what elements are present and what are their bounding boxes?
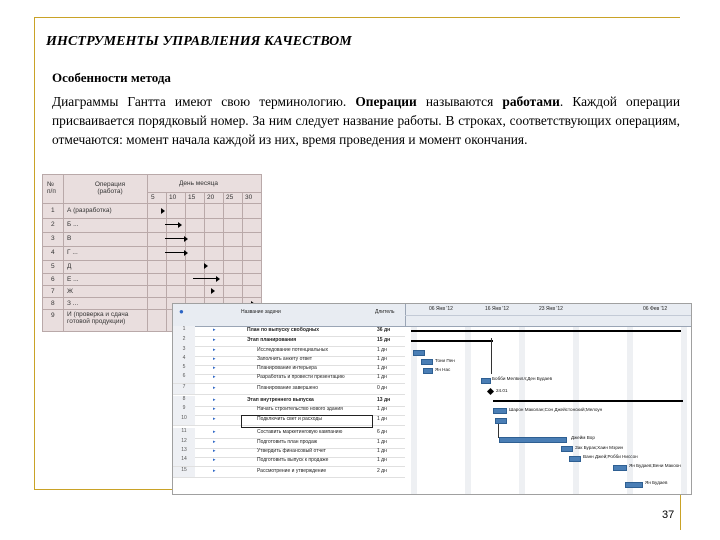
task-row[interactable] (173, 336, 405, 347)
gantt-row-number: 5 (51, 263, 55, 270)
task-bar (569, 456, 581, 462)
bar-label: Ян Будаев (645, 480, 668, 485)
task-bar (423, 368, 433, 374)
task-name: План по выпуску свободных (247, 327, 320, 333)
task-duration: 1 дн (377, 439, 387, 445)
task-name: Подключить свет и расходы (257, 416, 322, 422)
task-duration: 6 дн (377, 429, 387, 435)
task-row[interactable] (173, 405, 405, 416)
gantt-arrow (165, 238, 185, 239)
gantt-col-number: № п/п (47, 181, 56, 195)
task-id: 14 (173, 456, 195, 466)
task-row[interactable] (173, 467, 405, 478)
gantt-row-name: И (проверка и сдача готовой продукции) (67, 311, 129, 325)
task-bar (561, 446, 573, 452)
task-duration: 1 дн (377, 416, 387, 422)
gantt-day-tick: 15 (188, 194, 196, 201)
task-id: 7 (173, 384, 195, 394)
gantt-row-number: 9 (51, 312, 55, 319)
bar-label: Тони Пен (435, 358, 455, 363)
task-name: Рассмотрение и утверждение (257, 468, 327, 474)
gantt-row-name: В (67, 235, 72, 242)
task-bar (625, 482, 643, 488)
gantt-row-name: Г ... (67, 249, 78, 256)
task-duration: 2 дн (377, 468, 387, 474)
paragraph-bold-operations: Операции (355, 94, 417, 109)
summary-bar (411, 340, 493, 342)
slide-paragraph (52, 92, 680, 149)
task-duration: 13 дн (377, 397, 391, 403)
ms-project-header (173, 304, 691, 327)
task-row[interactable] (173, 373, 405, 384)
task-mode-icon: ▸ (213, 448, 216, 454)
task-name: Планирование интерьера (257, 365, 317, 371)
task-duration: 1 дн (377, 347, 387, 353)
task-bar (613, 465, 627, 471)
slide-frame-top-line (34, 17, 680, 18)
ms-project-screenshot (172, 303, 692, 495)
task-mode-icon: ▸ (213, 327, 216, 333)
task-duration: 1 дн (377, 365, 387, 371)
task-name: Утвердить финансовый отчет (257, 448, 326, 454)
page-number: 37 (662, 509, 675, 521)
gantt-row-number: 2 (51, 221, 55, 228)
task-id: 15 (173, 467, 195, 477)
task-id: 9 (173, 405, 195, 415)
gantt-row-number: 7 (51, 288, 55, 295)
gantt-row-number: 1 (51, 207, 55, 214)
task-duration: 15 дн (377, 337, 391, 343)
task-mode-icon: ▸ (213, 416, 216, 422)
ms-project-timescale: 23 Янв '12 (539, 306, 563, 312)
task-mode-icon: ▸ (213, 457, 216, 463)
gantt-arrow (165, 252, 185, 253)
task-row[interactable] (173, 326, 405, 337)
bar-label: Джейм Вор (571, 435, 595, 440)
gantt-row-number: 6 (51, 276, 55, 283)
task-mode-icon: ▸ (213, 385, 216, 391)
task-mode-icon: ▸ (213, 347, 216, 353)
paragraph-bold-works: работами (502, 94, 560, 109)
task-mode-icon: ▸ (213, 406, 216, 412)
task-id: 1 (173, 326, 195, 336)
gantt-day-tick: 30 (245, 194, 253, 201)
bar-label: Бобби Мелвилл;Ден Будаев (492, 376, 553, 381)
gantt-col-days: День месяца (179, 180, 218, 187)
slide-frame-left-line (34, 17, 35, 489)
paragraph-text: Диаграммы Гантта имеют свою терминологию. (52, 94, 356, 109)
selected-row-outline (241, 415, 373, 428)
task-duration: 1 дн (377, 448, 387, 454)
task-name: Подготовить выпуск к продаже (257, 457, 329, 463)
ms-project-timescale: 16 Янв '12 (485, 306, 509, 312)
gantt-row-name: Ж (67, 288, 74, 295)
ms-project-timescale: 06 Янв '12 (429, 306, 453, 312)
task-duration: 1 дн (377, 457, 387, 463)
task-row[interactable] (173, 456, 405, 467)
gantt-day-tick: 10 (169, 194, 177, 201)
task-name: Заполнить анкету ответ (257, 356, 313, 362)
bar-label: 24.01 (496, 388, 508, 393)
bar-label: Зак Бурак;Хаин Мэрин (575, 445, 624, 450)
task-name: Разработать и провести презентацию (257, 374, 345, 380)
task-name: Составить маркетинговую кампанию (257, 429, 343, 435)
summary-bar (411, 330, 681, 332)
task-id: 5 (173, 364, 195, 374)
bar-label: Ян Будаев;Вени Макоон (629, 463, 681, 468)
gantt-day-tick: 5 (151, 194, 155, 201)
gantt-start-marker (211, 288, 215, 294)
task-row[interactable] (173, 384, 405, 395)
task-id: 11 (173, 428, 195, 438)
task-mode-icon: ▸ (213, 397, 216, 403)
gantt-start-marker (204, 263, 208, 269)
task-mode-icon: ▸ (213, 429, 216, 435)
task-bar (499, 437, 567, 443)
gantt-row-name: А (разработка) (67, 207, 112, 214)
gantt-row-name: Е ... (67, 276, 79, 283)
task-mode-icon: ▸ (213, 337, 216, 343)
task-mode-icon: ▸ (213, 439, 216, 445)
task-duration: 0 дн (377, 385, 387, 391)
task-name: Подготовить план продаж (257, 439, 318, 445)
paragraph-text: . Каждой операции присваивается порядковый номер. За ним следует название работы. В строках, соответствующих операциям, отмечаются: момент начала каждой из них, время проведения и момент окончания. (52, 94, 680, 147)
task-id: 8 (173, 396, 195, 406)
task-id: 12 (173, 438, 195, 448)
task-name: Исследование потенциальных (257, 347, 328, 353)
gantt-row-number: 3 (51, 235, 55, 242)
task-name: Этап планирования (247, 337, 297, 343)
gantt-col-operation: Операция (работа) (94, 181, 126, 195)
ms-project-col-task-name: Название задачи (241, 309, 281, 315)
task-mode-icon: ▸ (213, 374, 216, 380)
task-row[interactable] (173, 428, 405, 439)
task-bar (421, 359, 433, 365)
slide-subtitle: Особенности метода (52, 70, 171, 85)
gantt-arrow (165, 224, 179, 225)
task-name: Начать строительство нового здания (257, 406, 343, 412)
summary-bar (493, 400, 683, 402)
task-id: 13 (173, 447, 195, 457)
slide-title: ИНСТРУМЕНТЫ УПРАВЛЕНИЯ КАЧЕСТВОМ (46, 34, 352, 49)
task-mode-icon: ▸ (213, 468, 216, 474)
task-name: Этап внутреннего выпуска (247, 397, 314, 403)
info-icon: ● (179, 307, 184, 316)
task-duration: 1 дн (377, 406, 387, 412)
task-duration: 1 дн (377, 374, 387, 380)
task-id: 3 (173, 346, 195, 356)
gantt-row-name: Б ... (67, 221, 79, 228)
task-id: 6 (173, 373, 195, 383)
milestone-diamond (487, 388, 494, 395)
gantt-row-number: 8 (51, 300, 55, 307)
bar-label: Шарон Маколан;Сон Джейстонский;Мелоун (509, 407, 603, 412)
task-mode-icon: ▸ (213, 356, 216, 362)
gantt-row-number: 4 (51, 249, 55, 256)
task-bar (481, 378, 491, 384)
task-bar (413, 350, 425, 356)
ms-project-timescale: 06 Фев '12 (643, 306, 668, 312)
bar-label: Ян Нас (435, 367, 451, 372)
task-bar (493, 408, 507, 414)
gantt-arrow (193, 278, 217, 279)
task-bar (495, 418, 507, 424)
ms-project-col-duration: Длитель (375, 309, 395, 315)
gantt-day-tick: 25 (226, 194, 234, 201)
gantt-row-name: Д (67, 263, 72, 270)
gantt-day-tick: 20 (207, 194, 215, 201)
task-id: 4 (173, 355, 195, 365)
gantt-start-marker (161, 208, 165, 214)
bar-label: Ванн Джей;Робби Ниссон (583, 454, 638, 459)
paragraph-text: называются (416, 94, 503, 109)
gantt-row-name: З ... (67, 300, 79, 307)
task-name: Планирование завершено (257, 385, 319, 391)
task-duration: 1 дн (377, 356, 387, 362)
task-id: 2 (173, 336, 195, 346)
task-duration: 36 дн (377, 327, 391, 333)
task-mode-icon: ▸ (213, 365, 216, 371)
task-id: 10 (173, 415, 195, 425)
